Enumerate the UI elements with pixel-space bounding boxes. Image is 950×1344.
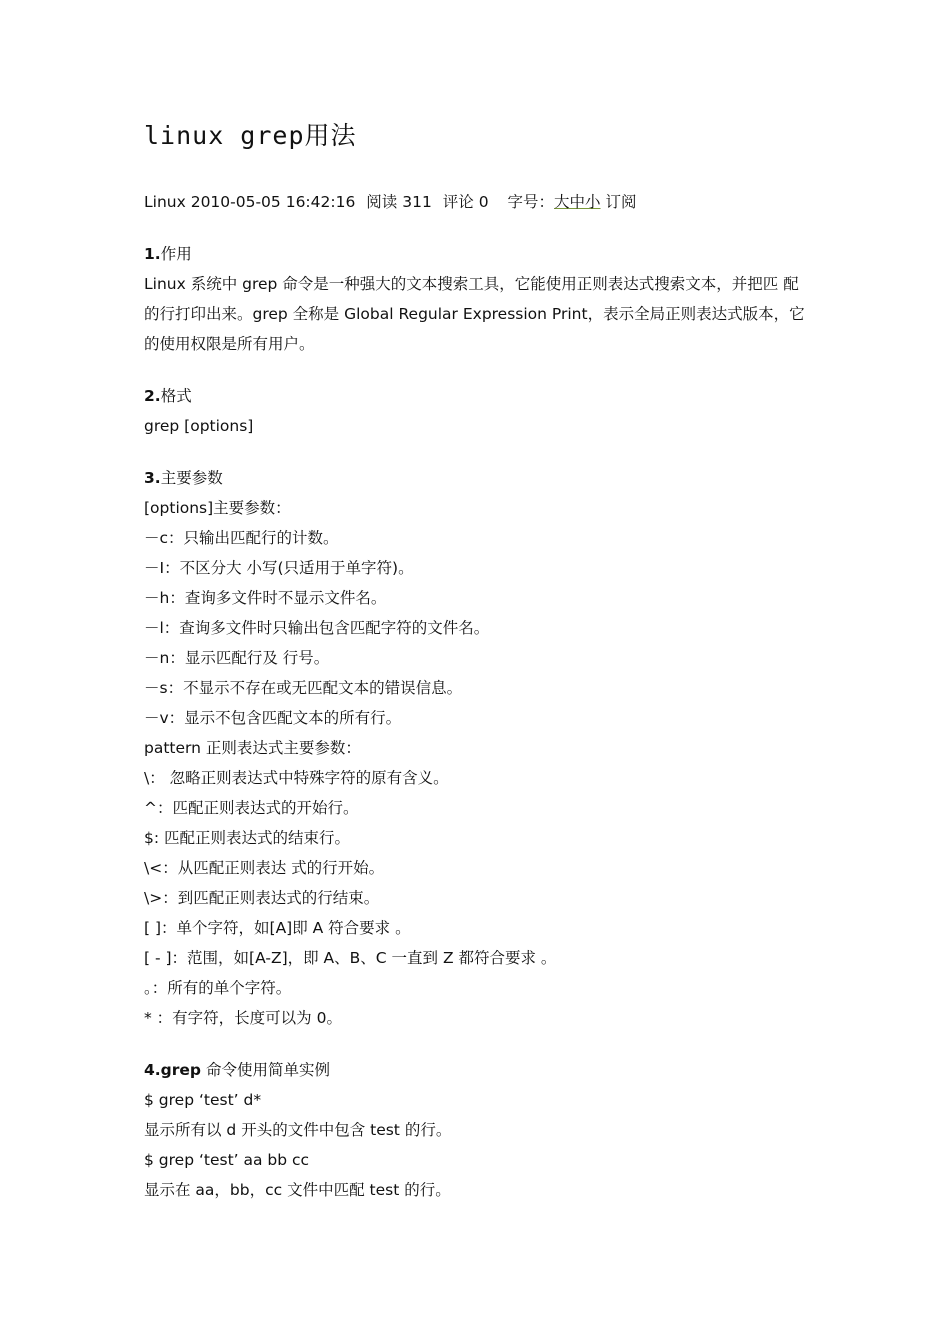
post-meta: [144, 190, 637, 212]
meta-category: Linux: [144, 193, 186, 211]
param-line: －c：只输出匹配行的计数。: [144, 529, 339, 547]
meta-datetime: 2010-05-05 16:42:16: [190, 193, 356, 211]
param-line: \>：到匹配正则表达式的行结束。: [144, 889, 380, 907]
param-line: －h：查询多文件时不显示文件名。: [144, 589, 387, 607]
example-description: 显示在 aa，bb，cc 文件中匹配 test 的行。: [144, 1181, 451, 1199]
example-command: $ grep ‘test’ d*: [144, 1091, 262, 1109]
meta-fontsize-label: 字号：: [507, 193, 555, 211]
param-line: \<：从匹配正则表达 式的行开始。: [144, 859, 385, 877]
section-2-format-line: grep [options]: [144, 417, 254, 435]
section-4-title: 命令使用简单实例: [201, 1061, 330, 1079]
param-line: －l：查询多文件时只输出包含匹配字符的文件名。: [144, 619, 490, 637]
meta-reads-count: 311: [402, 193, 432, 211]
param-line: \： 忽略正则表达式中特殊字符的原有含义。: [144, 769, 449, 787]
param-line: $: 匹配正则表达式的结束行。: [144, 829, 351, 847]
param-line: [ - ]：范围，如[A-Z]，即 A、B、C 一直到 Z 都符合要求 。: [144, 949, 557, 967]
section-1-text: Linux 系统中 grep 命令是一种强大的文本搜索工具，它能使用正则表达式搜索文本，并把匹 配的行打印出来。grep 全称是 Global Regular Expression Print，表示全局正则表达式版本，它的使用权限是所有用户。: [144, 275, 805, 353]
section-2-title: 格式: [160, 387, 192, 405]
section-4-number: 4.grep: [144, 1061, 202, 1079]
section-1-title: 作用: [160, 245, 192, 263]
example-description: 显示所有以 d 开头的文件中包含 test 的行。: [144, 1121, 452, 1139]
param-line: ^：匹配正则表达式的开始行。: [144, 799, 359, 817]
param-line: * ：有字符，长度可以为 0。: [144, 1009, 342, 1027]
section-3-title: 主要参数: [160, 469, 223, 487]
section-4-heading: [144, 1055, 824, 1085]
meta-comments-label: 评论: [442, 193, 474, 211]
fontsize-options-link[interactable]: 大中小: [554, 193, 601, 211]
article-body: [144, 239, 824, 1205]
meta-reads-label: 阅读: [366, 193, 398, 211]
section-3-number: 3.: [144, 469, 161, 487]
param-line: pattern 正则表达式主要参数：: [144, 739, 361, 757]
page-title: linux grep用法: [144, 121, 357, 150]
meta-comments-count: 0: [478, 193, 489, 211]
param-line: －I：不区分大 小写(只适用于单字符)。: [144, 559, 414, 577]
example-command: $ grep ‘test’ aa bb cc: [144, 1151, 310, 1169]
section-1-heading: [144, 239, 824, 269]
section-2-number: 2.: [144, 387, 161, 405]
subscribe-link[interactable]: 订阅: [605, 193, 637, 211]
param-line: －s：不显示不存在或无匹配文本的错误信息。: [144, 679, 463, 697]
param-line: [ ]：单个字符，如[A]即 A 符合要求 。: [144, 919, 411, 937]
section-1-number: 1.: [144, 245, 161, 263]
section-2-heading: [144, 381, 824, 411]
param-line: －n：显示匹配行及 行号。: [144, 649, 330, 667]
param-line: 。：所有的单个字符。: [144, 979, 292, 997]
section-3-heading: [144, 463, 824, 493]
param-line: －v：显示不包含匹配文本的所有行。: [144, 709, 402, 727]
param-line: [options]主要参数：: [144, 499, 291, 517]
